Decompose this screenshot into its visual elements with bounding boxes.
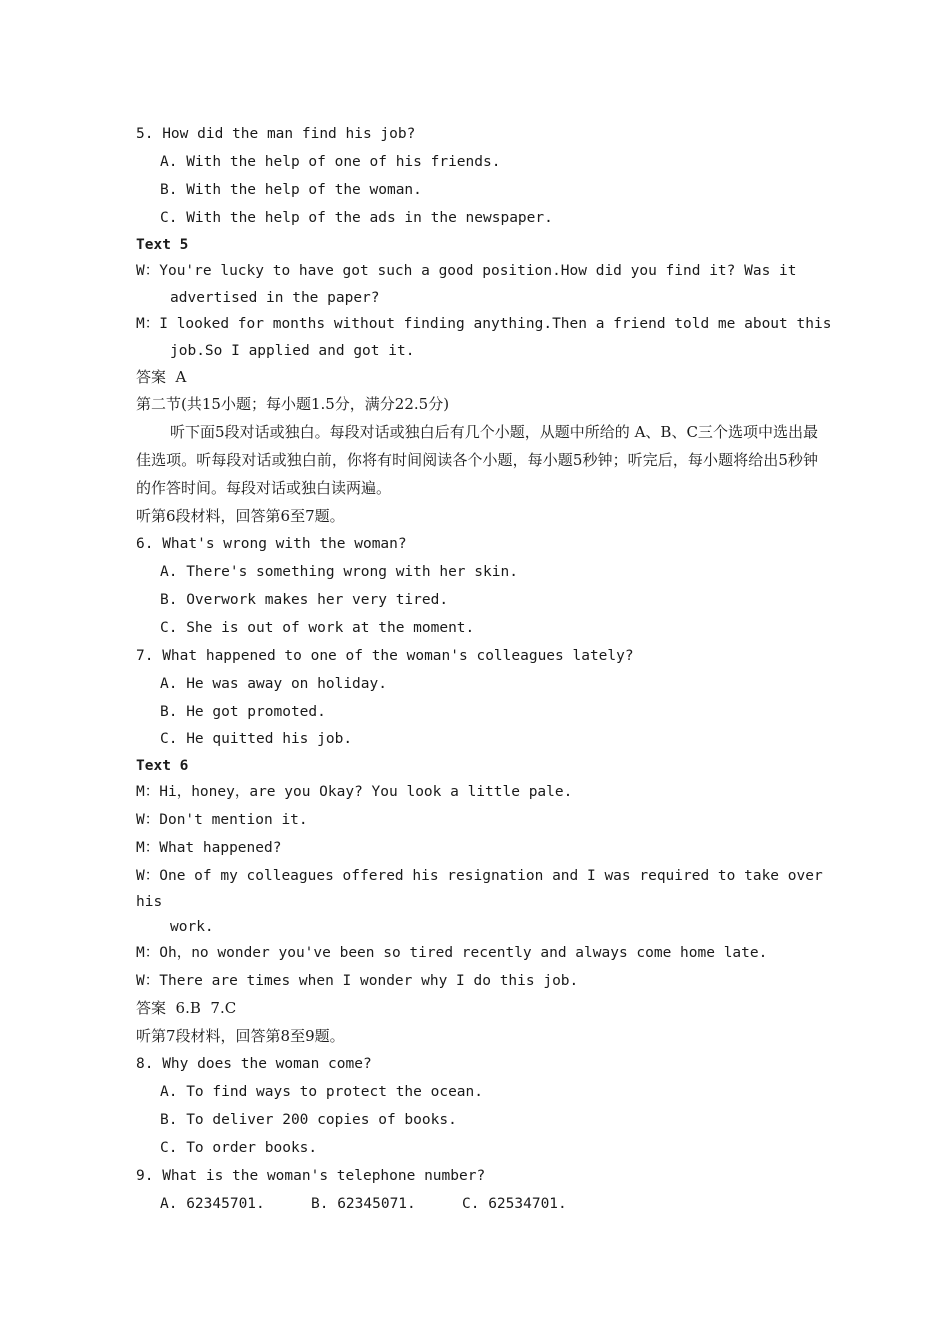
text6-line-5: his	[136, 894, 163, 910]
q9-option-b: B. 62345071.	[311, 1196, 416, 1212]
text5-heading: Text 5	[136, 237, 189, 253]
q9-option-a: A. 62345701.	[160, 1196, 265, 1212]
text6-line-7: M：Oh，no wonder you've been so tired recently and always come home late.	[136, 945, 768, 961]
q7-option-a: A. He was away on holiday.	[160, 676, 387, 692]
q8-option-c: C. To order books.	[160, 1140, 318, 1156]
text6-line-4: W：One of my colleagues offered his resignation and I was required to take over	[136, 868, 823, 884]
question-7: 7. What happened to one of the woman's colleagues lately?	[136, 648, 634, 664]
text5-line-4: job.So I applied and got it.	[170, 343, 415, 359]
question-5: 5. How did the man find his job?	[136, 126, 416, 142]
text6-heading: Text 6	[136, 758, 189, 774]
text6-line-1: M：Hi，honey，are you Okay? You look a little pale.	[136, 784, 573, 800]
q8-option-a: A. To find ways to protect the ocean.	[160, 1084, 484, 1100]
question-8: 8. Why does the woman come?	[136, 1056, 372, 1072]
text6-line-2: W：Don't mention it.	[136, 812, 308, 828]
q8-option-b: B. To deliver 200 copies of books.	[160, 1112, 457, 1128]
text5-answer: 答案 A	[136, 368, 187, 386]
question-9: 9. What is the woman's telephone number?	[136, 1168, 486, 1184]
section2-instructions: 听下面5段对话或独白。每段对话或独白后有几个小题，从题中所给的 A、B、C三个选项中选出最佳选项。听每段对话或独白前，你将有时间阅读各个小题，每小题5秒钟；听完后，每小题将给出5秒钟的作答时间。每段对话或独白读两遍。	[136, 423, 818, 497]
text6-answer: 答案 6.B 7.C	[136, 999, 237, 1017]
q7-option-c: C. He quitted his job.	[160, 731, 353, 747]
text6-line-8: W：There are times when I wonder why I do this job.	[136, 973, 579, 989]
q5-option-b: B. With the help of the woman.	[160, 182, 422, 198]
text6-line-6: work.	[170, 919, 214, 935]
q5-option-a: A. With the help of one of his friends.	[160, 154, 501, 170]
q6-option-c: C. She is out of work at the moment.	[160, 620, 475, 636]
q5-option-c: C. With the help of the ads in the newspaper.	[160, 210, 553, 226]
section2-title: 第二节(共15小题；每小题1.5分，满分22.5分)	[136, 395, 450, 413]
q9-option-c: C. 62534701.	[462, 1196, 567, 1212]
text5-line-1: W：You're lucky to have got such a good position.How did you find it? Was it	[136, 263, 797, 279]
q7-option-b: B. He got promoted.	[160, 704, 326, 720]
q6-option-a: A. There's something wrong with her skin.	[160, 564, 518, 580]
text6-line-3: M：What happened?	[136, 840, 282, 856]
material7-intro: 听第7段材料，回答第8至9题。	[136, 1027, 345, 1045]
text5-line-2: advertised in the paper?	[170, 290, 380, 306]
q6-option-b: B. Overwork makes her very tired.	[160, 592, 449, 608]
material6-intro: 听第6段材料，回答第6至7题。	[136, 507, 345, 525]
text5-line-3: M：I looked for months without finding anything.Then a friend told me about this	[136, 316, 832, 332]
question-6: 6. What's wrong with the woman?	[136, 536, 407, 552]
